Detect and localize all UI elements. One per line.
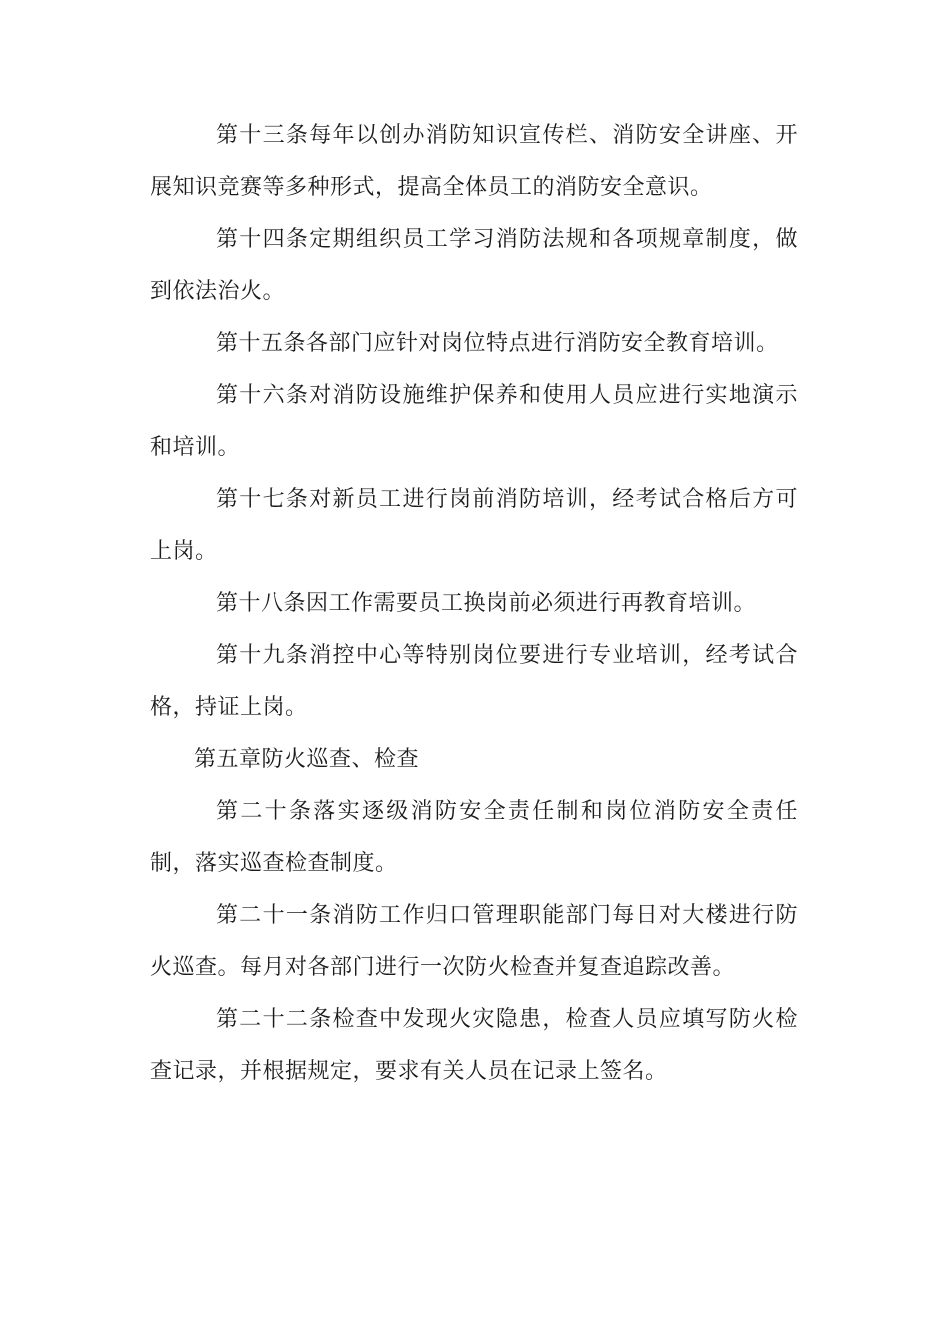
article-16: 第十六条对消防设施维护保养和使用人员应进行实地演示和培训。 [150, 383, 798, 460]
article-15: 第十五条各部门应针对岗位特点进行消防安全教育培训。 [216, 331, 779, 356]
article-17: 第十七条对新员工进行岗前消防培训，经考试合格后方可上岗。 [150, 487, 798, 564]
article-18: 第十八条因工作需要员工换岗前必须进行再教育培训。 [216, 591, 757, 616]
article-14: 第十四条定期组织员工学习消防法规和各项规章制度，做到依法治火。 [150, 227, 798, 304]
document-body [150, 110, 798, 1098]
article-21: 第二十一条消防工作归口管理职能部门每日对大楼进行防火巡查。每月对各部门进行一次防火检查并复查追踪改善。 [150, 903, 798, 980]
chapter-5-heading: 第五章防火巡查、检查 [194, 747, 420, 772]
article-19: 第十九条消控中心等特别岗位要进行专业培训，经考试合格，持证上岗。 [150, 643, 798, 720]
article-22: 第二十二条检查中发现火灾隐患，检查人员应填写防火检查记录，并根据规定，要求有关人员在记录上签名。 [150, 1007, 798, 1084]
article-13: 第十三条每年以创办消防知识宣传栏、消防安全讲座、开展知识竞赛等多种形式，提高全体员工的消防安全意识。 [150, 123, 798, 200]
article-20: 第二十条落实逐级消防安全责任制和岗位消防安全责任制，落实巡查检查制度。 [150, 799, 798, 876]
